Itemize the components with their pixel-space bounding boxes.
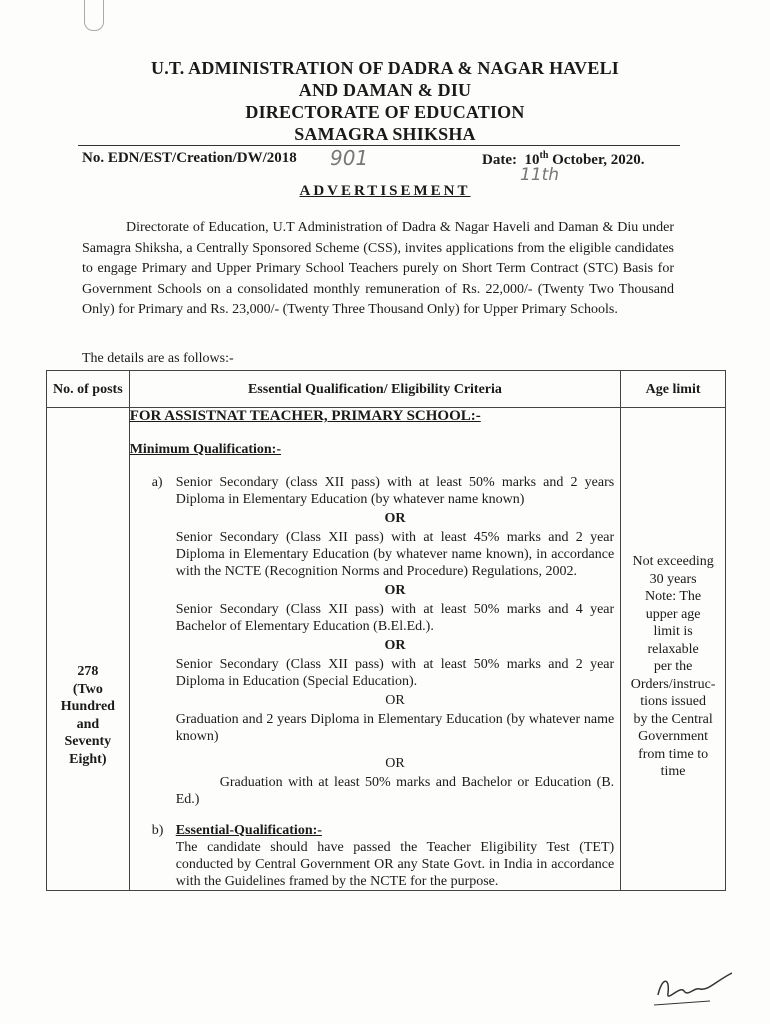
table-row [47,408,726,891]
table-header-row [47,371,726,408]
posts-count: 278 [77,664,99,679]
age-line-13: time [660,764,686,779]
age-line-9: tions issued [640,694,706,709]
page-corner-mark [84,0,104,31]
or-separator: OR [385,756,405,771]
date-rest: October, 2020. [552,152,645,168]
header-posts: No. of posts [47,371,130,408]
min-qualification-label: Minimum Qualification:- [129,442,281,457]
header-criteria: Essential Qualification/ Eligibility Criteria [129,371,620,408]
or-separator: OR [384,638,406,653]
qualification-option-2: Senior Secondary (Class XII pass) with at least 45% marks and 2 year Diploma in Elementary Education (by whatever name known), in accordance with the NCTE (Recognition Norms and Procedure) Regulations, 2002. [175,530,615,579]
header-age: Age limit [621,371,726,408]
header-divider [78,145,680,146]
qualification-table [46,370,726,891]
handwritten-date-mark: 11th [520,165,560,185]
age-line-7: per the [653,659,693,674]
age-limit-cell [621,408,726,891]
date-suffix: th [539,150,549,161]
age-line-3: Note: The [645,589,702,604]
qualification-option-5: Graduation and 2 years Diploma in Elementary Education (by whatever name known) [175,712,615,744]
age-line-4: upper age [645,606,701,622]
age-line-2: 30 years [649,571,697,587]
details-label: The details are as follows:- [82,351,234,366]
or-separator: OR [385,693,405,708]
age-line-1: Not exceeding [632,554,714,569]
age-line-11: Government [638,729,709,744]
qualification-option-3: Senior Secondary (Class XII pass) with at least 50% marks and 4 year Bachelor of Elementary Education (B.El.Ed.). [175,602,615,634]
or-separator: OR [384,583,406,598]
age-line-12: from time to [638,746,709,762]
qualification-option-6: Graduation with at least 50% marks and Bachelor or Education (B. Ed.) [175,775,615,807]
signature-scribble [650,965,740,1010]
section-title: FOR ASSISTNAT TEACHER, PRIMARY SCHOOL:- [129,408,481,424]
age-line-5: limit is [653,624,693,639]
posts-words-3: and [76,716,100,732]
date-day: 10 [524,152,540,168]
header-line-3: DIRECTORATE OF EDUCATION [245,102,525,122]
posts-words-1: (Two [72,681,103,697]
posts-words-5: Eight) [69,751,107,767]
posts-words-2: Hundred [60,699,115,714]
essential-qualification-label: Essential-Qualification:- [175,823,322,838]
qualification-b [130,822,620,890]
date-label: Date: [482,152,517,168]
item-a-marker: a) [151,475,163,490]
document-title: ADVERTISEMENT [299,183,471,199]
reference-number: No. EDN/EST/Creation/DW/2018 [82,150,297,166]
posts-words-4: Seventy [64,734,112,749]
or-separator: OR [384,511,406,526]
qualification-option-1: Senior Secondary (class XII pass) with at least 50% marks and 2 years Diploma in Elementary Education (by whatever name known) [175,475,615,507]
age-line-8: Orders/instruc- [630,676,716,692]
header-line-2: AND DAMAN & DIU [298,80,472,100]
handwritten-number: 901 [330,146,369,170]
header-line-1: U.T. ADMINISTRATION OF DADRA & NAGAR HAVELI [151,58,619,78]
header-line-4: SAMAGRA SHIKSHA [294,124,476,144]
intro-paragraph: Directorate of Education, U.T Administration of Dadra & Nagar Haveli and Daman & Diu under Samagra Shiksha, a Centrally Sponsored Scheme (CSS), invites applications from the eligible candidates to engage Primary and Upper Primary School Teachers purely on Short Term Contract (STC) Basis for Government Schools on a consolidated monthly remuneration of Rs. 22,000/- (Twenty Two Thousand Only) for Primary and Rs. 23,000/- (Twenty Three Thousand Only) for Upper Primary Schools. [82,220,674,317]
qualification-a [130,474,620,808]
reference-date [482,150,645,169]
criteria-cell [129,408,620,891]
posts-cell [47,408,130,891]
qualification-option-4: Senior Secondary (Class XII pass) with at least 50% marks and 2 year Diploma in Education (Special Education). [175,657,615,689]
essential-qualification-text: The candidate should have passed the Teacher Eligibility Test (TET) conducted by Central Government OR any State Govt. in India in accordance with the Guidelines framed by the NCTE for the purpose. [175,840,615,889]
age-line-6: relaxable [647,641,699,657]
age-line-10: by the Central [633,711,713,727]
item-b-marker: b) [151,823,164,838]
